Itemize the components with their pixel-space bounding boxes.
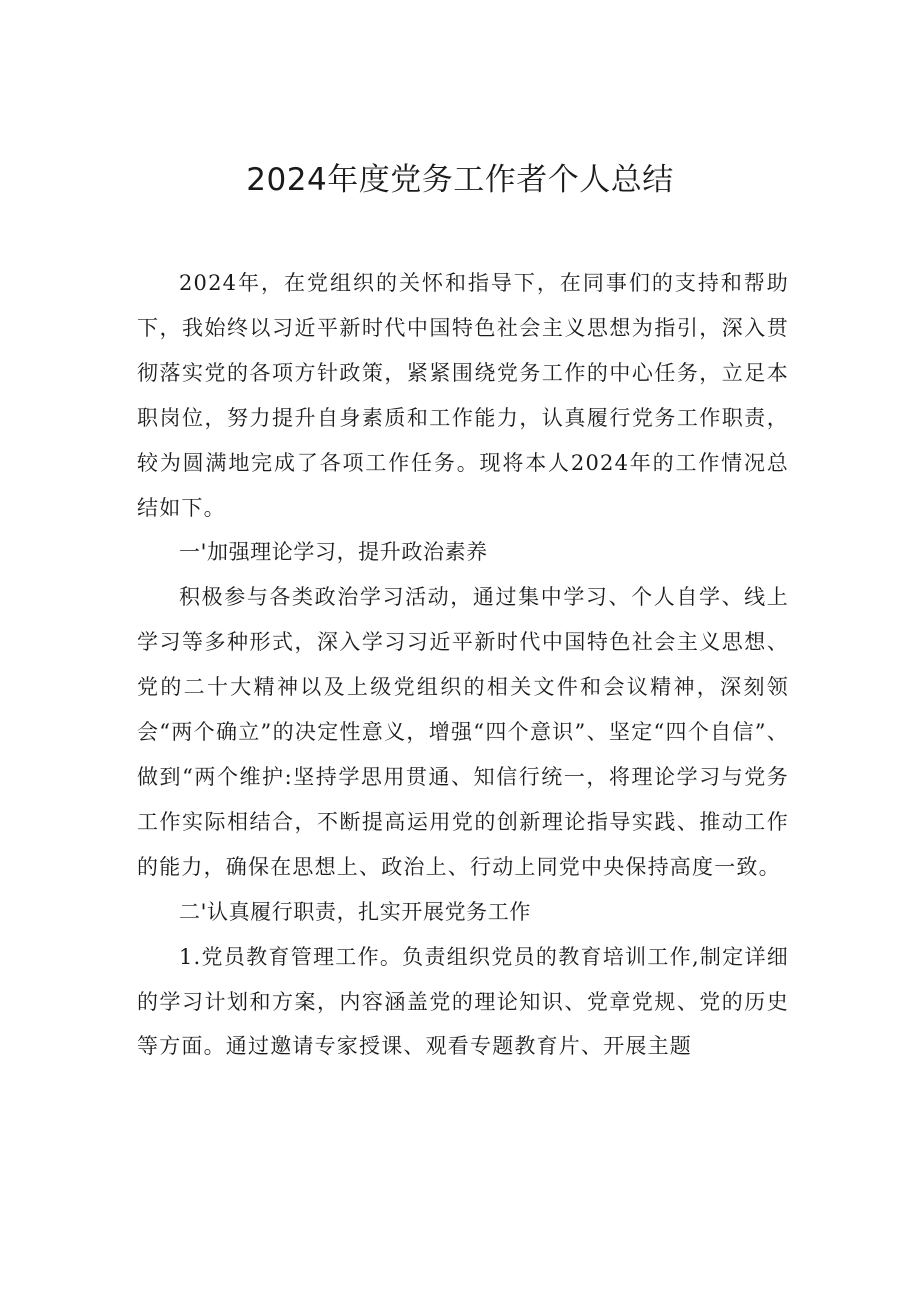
document-body xyxy=(137,261,789,1069)
document-title: 2024年度党务工作者个人总结 xyxy=(246,162,674,198)
section-2-item-1-paragraph: 1.党员教育管理工作。负责组织党员的教育培训工作,制定详细的学习计划和方案，内容涵盖党的理论知识、党章党规、党的历史等方面。通过邀请专家授课、观看专题教育片、开展主题 xyxy=(137,944,789,1059)
intro-paragraph: 2024年，在党组织的关怀和指导下，在同事们的支持和帮助下，我始终以习近平新时代中国特色社会主义思想为指引，深入贯彻落实党的各项方针政策，紧紧围绕党务工作的中心任务，立足本职岗位，努力提升自身素质和工作能力，认真履行党务工作职责，较为圆满地完成了各项工作任务。现将本人2024年的工作情况总结如下。 xyxy=(137,271,789,520)
section-1-paragraph: 积极参与各类政治学习活动，通过集中学习、个人自学、线上学习等多种形式，深入学习习近平新时代中国特色社会主义思想、党的二十大精神以及上级党组织的相关文件和会议精神，深刻领会“两个确立”的决定性意义，增强“四个意识”、坚定“四个自信”、做到“两个维护:坚持学思用贯通、知信行统一，将理论学习与党务工作实际相结合，不断提高运用党的创新理论指导实践、推动工作的能力，确保在思想上、政治上、行动上同党中央保持高度一致。 xyxy=(137,585,789,879)
section-2-heading: 二'认真履行职责，扎实开展党务工作 xyxy=(179,899,531,924)
section-1-heading: 一'加强理论学习，提升政治素养 xyxy=(179,540,488,565)
